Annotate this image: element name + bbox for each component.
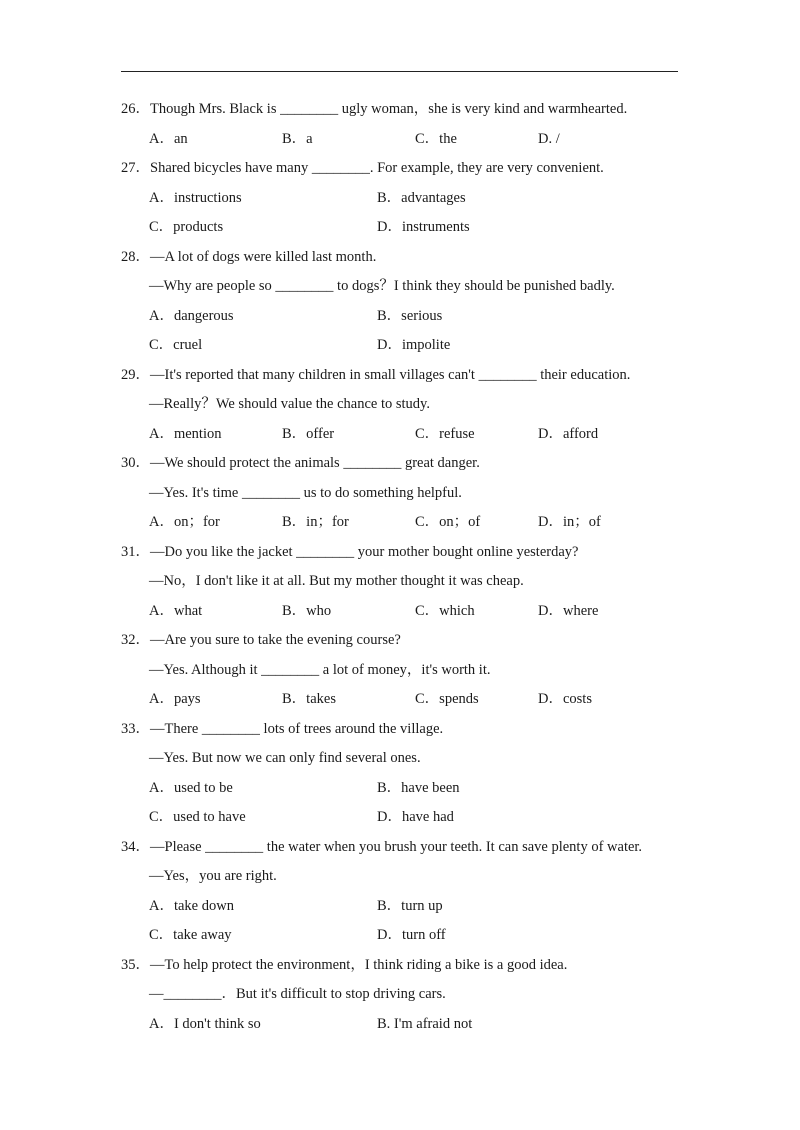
question-stem [121,538,681,568]
option-c[interactable]: C．refuse [415,425,475,442]
options-row [121,921,681,951]
question-text: Though Mrs. Black is ________ ugly woman，she is very kind and warmhearted. [150,101,628,117]
option-c[interactable]: C．the [415,130,457,147]
question-number: 32． [121,632,150,648]
option-d[interactable]: D．afford [538,425,599,442]
question-stem [121,243,681,273]
option-d[interactable]: D. / [538,130,560,147]
option-d[interactable]: D．impolite [377,337,451,353]
question-29 [121,361,681,450]
option-a[interactable]: A．pays [149,691,201,707]
question-number: 35． [121,956,150,973]
question-text: Shared bicycles have many ________. For example, they are very convenient. [150,160,604,176]
option-c[interactable]: C．products [149,219,224,235]
question-number: 31． [121,543,150,560]
question-stem [121,951,681,981]
option-a[interactable]: A．on；for [149,514,220,530]
option-c[interactable]: C．take away [149,927,232,943]
option-b[interactable]: B．turn up [377,897,443,914]
option-a[interactable]: A．an [149,130,188,147]
option-b[interactable]: B．advantages [377,189,466,206]
options-row [121,685,681,715]
options-row [121,774,681,804]
question-number: 27． [121,160,150,176]
question-text: —A lot of dogs were killed last month. [150,248,377,265]
question-stem [121,95,681,125]
question-26 [121,95,681,154]
question-32 [121,626,681,715]
question-30 [121,449,681,538]
option-c[interactable]: C．on；of [415,514,481,530]
option-b[interactable]: B．offer [282,425,335,442]
options-row [121,125,681,155]
question-stem [121,626,681,656]
option-d[interactable]: D．instruments [377,219,470,235]
question-text: —It's reported that many children in small villages can't ________ their education. [150,366,631,383]
options-row [121,213,681,243]
option-b[interactable]: B．serious [377,307,443,324]
options-row [121,420,681,450]
question-reply: —Yes，you are right. [149,868,277,884]
option-b[interactable]: B．who [282,602,332,619]
option-b[interactable]: B．a [282,130,313,147]
options-row [121,803,681,833]
option-b[interactable]: B．have been [377,779,460,796]
option-c[interactable]: C．cruel [149,337,203,353]
question-text: —To help protect the environment，I think riding a bike is a good idea. [150,956,568,973]
option-b[interactable]: B．in；for [282,514,349,530]
question-number: 29． [121,366,150,383]
question-35 [121,951,681,1040]
question-text: —Are you sure to take the evening course? [150,632,401,648]
option-d[interactable]: D．where [538,602,599,619]
option-a[interactable]: A．take down [149,897,234,914]
option-d[interactable]: D．in；of [538,514,601,530]
question-stem [121,833,681,863]
option-b[interactable]: B. I'm afraid not [377,1015,473,1032]
header-rule [121,71,678,72]
options-row [121,184,681,214]
options-row [121,508,681,538]
question-reply: —Yes. But now we can only find several ones. [149,750,421,766]
options-row [121,1010,681,1040]
option-a[interactable]: A．used to be [149,779,233,796]
option-c[interactable]: C．used to have [149,809,246,825]
question-text: —There ________ lots of trees around the village. [150,720,444,737]
question-34 [121,833,681,951]
question-reply: —Really？We should value the chance to study. [149,396,430,412]
options-row [121,331,681,361]
option-a[interactable]: A．instructions [149,189,242,206]
question-reply: —Yes. It's time ________ us to do something helpful. [149,484,462,501]
question-stem [121,715,681,745]
option-c[interactable]: C．which [415,602,475,619]
option-a[interactable]: A．what [149,602,203,619]
question-text: —Do you like the jacket ________ your mother bought online yesterday? [150,543,579,560]
option-d[interactable]: D．turn off [377,927,446,943]
question-text: —We should protect the animals ________ great danger. [150,455,480,471]
option-c[interactable]: C．spends [415,691,479,707]
question-stem [121,154,681,184]
option-b[interactable]: B．takes [282,691,336,707]
question-reply: —Why are people so ________ to dogs？I think they should be punished badly. [149,278,615,294]
question-text: —Please ________ the water when you brush your teeth. It can save plenty of water. [150,838,643,855]
options-row [121,892,681,922]
question-number: 28． [121,248,150,265]
option-d[interactable]: D．costs [538,691,592,707]
question-28 [121,243,681,361]
option-a[interactable]: A．dangerous [149,307,234,324]
question-reply: —________．But it's difficult to stop driving cars. [149,986,446,1002]
question-33 [121,715,681,833]
question-reply: —No，I don't like it at all. But my mother thought it was cheap. [149,573,524,589]
question-list [121,95,681,1039]
question-reply: —Yes. Although it ________ a lot of money，it's worth it. [149,661,491,678]
options-row [121,597,681,627]
question-27 [121,154,681,243]
options-row [121,302,681,332]
question-number: 26． [121,101,150,117]
option-a[interactable]: A．I don't think so [149,1015,261,1032]
question-31 [121,538,681,627]
question-number: 33． [121,720,150,737]
question-stem [121,449,681,479]
option-a[interactable]: A．mention [149,425,222,442]
question-number: 30． [121,455,150,471]
option-d[interactable]: D．have had [377,809,454,825]
question-number: 34． [121,838,150,855]
question-stem [121,361,681,391]
